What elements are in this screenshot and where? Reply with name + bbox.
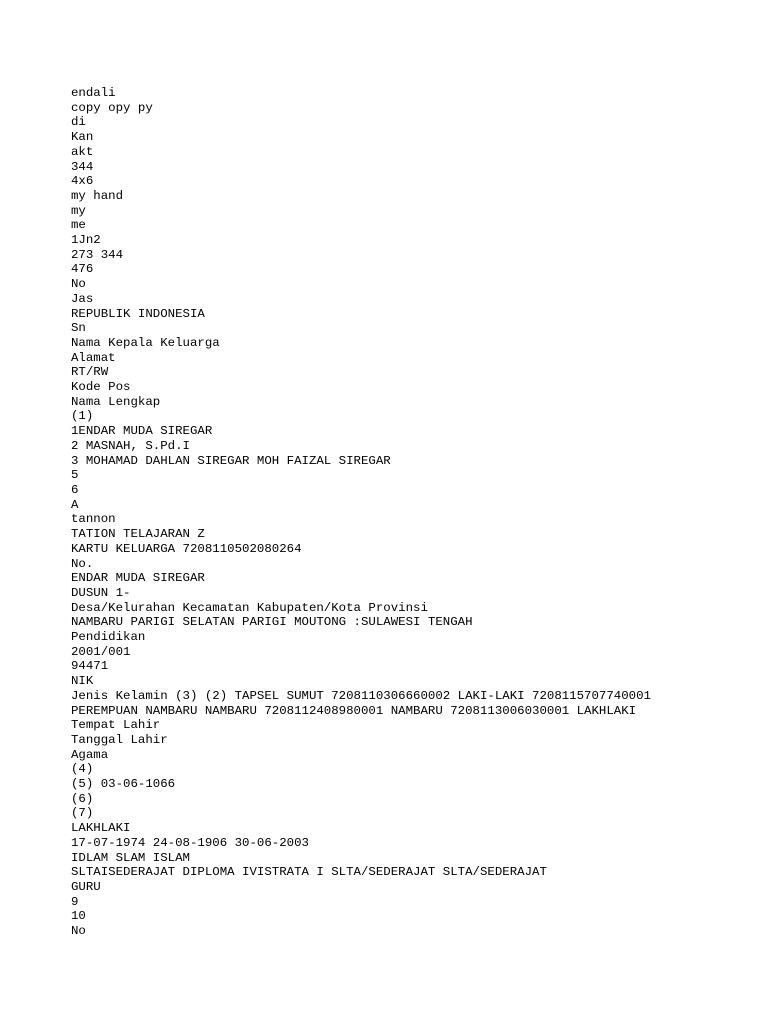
text-line: Nama Lengkap <box>71 394 161 409</box>
text-line: TATION TELAJARAN Z <box>71 527 205 542</box>
text-line: (6) <box>71 791 94 806</box>
text-line: 2001/001 <box>71 644 131 659</box>
text-line: (1) <box>71 409 94 424</box>
text-line: copy opy py <box>71 100 153 115</box>
text-line: 4x6 <box>71 174 94 189</box>
text-line: SLTAISEDERAJAT DIPLOMA IVISTRATA I SLTA/SEDERAJAT SLTA/SEDERAJAT <box>71 865 547 880</box>
text-line: 10 <box>71 909 86 924</box>
text-line: ENDAR MUDA SIREGAR <box>71 571 205 586</box>
text-line: Pendidikan <box>71 630 146 645</box>
text-line: my <box>71 203 86 218</box>
text-line: my hand <box>71 188 124 203</box>
text-line: me <box>71 218 86 233</box>
text-line: 476 <box>71 262 94 277</box>
text-line: NIK <box>71 674 94 689</box>
text-line: Nama Kepala Keluarga <box>71 335 220 350</box>
text-line: Jas <box>71 291 94 306</box>
text-line: Alamat <box>71 350 116 365</box>
text-line: LAKHLAKI <box>71 821 131 836</box>
text-line: NAMBARU PARIGI SELATAN PARIGI MOUTONG :SULAWESI TENGAH <box>71 615 473 630</box>
text-line: 344 <box>71 159 94 174</box>
text-line: 3 MOHAMAD DAHLAN SIREGAR MOH FAIZAL SIREGAR <box>71 453 391 468</box>
text-line: 9 <box>71 894 79 909</box>
text-line: 1ENDAR MUDA SIREGAR <box>71 424 213 439</box>
text-line: 273 344 <box>71 247 124 262</box>
text-line: 6 <box>71 482 79 497</box>
text-line: 5 <box>71 468 79 483</box>
text-line: 2 MASNAH, S.Pd.I <box>71 438 190 453</box>
text-line: DUSUN 1- <box>71 585 131 600</box>
text-line: KARTU KELUARGA 7208110502080264 <box>71 541 302 556</box>
text-line: RT/RW <box>71 365 109 380</box>
text-line: (4) <box>71 762 94 777</box>
text-line: Tempat Lahir <box>71 718 161 733</box>
text-line: 94471 <box>71 659 109 674</box>
text-line: 17-07-1974 24-08-1906 30-06-2003 <box>71 835 309 850</box>
text-line: GURU <box>71 879 101 894</box>
text-line: A <box>71 497 79 512</box>
text-line: No <box>71 277 86 292</box>
text-line: 1Jn2 <box>71 233 101 248</box>
text-line: Tanggal Lahir <box>71 732 168 747</box>
text-line: No <box>71 924 86 939</box>
text-line: No. <box>71 556 94 571</box>
text-line: di <box>71 115 86 130</box>
text-line: Desa/Kelurahan Kecamatan Kabupaten/Kota Provinsi <box>71 600 428 615</box>
text-line: IDLAM SLAM ISLAM <box>71 850 190 865</box>
text-line: Sn <box>71 321 86 336</box>
text-line: Jenis Kelamin (3) (2) TAPSEL SUMUT 7208110306660002 LAKI-LAKI 7208115707740001 <box>71 688 651 703</box>
document-text <box>71 86 748 939</box>
text-line: Kode Pos <box>71 380 131 395</box>
text-line: Agama <box>71 747 109 762</box>
text-line: akt <box>71 144 94 159</box>
text-line: PEREMPUAN NAMBARU NAMBARU 7208112408980001 NAMBARU 7208113006030001 LAKHLAKI <box>71 703 637 718</box>
text-line: endali <box>71 86 116 100</box>
text-line: Kan <box>71 130 94 145</box>
text-line: REPUBLIK INDONESIA <box>71 306 205 321</box>
text-line: (5) 03-06-1066 <box>71 777 176 792</box>
text-line: (7) <box>71 806 94 821</box>
text-line: tannon <box>71 512 116 527</box>
